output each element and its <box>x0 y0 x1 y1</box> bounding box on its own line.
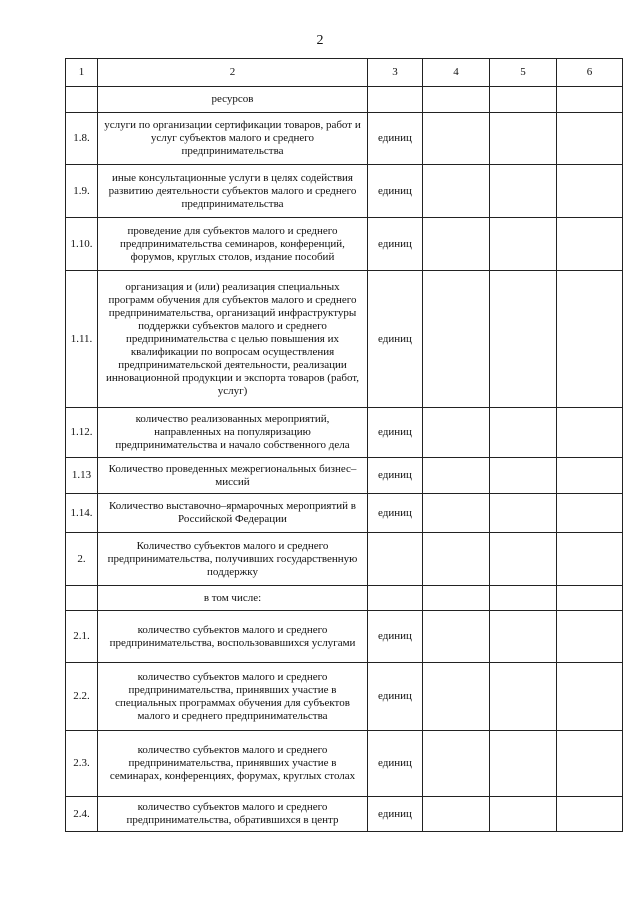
value-cell <box>423 586 490 611</box>
row-description: Количество выставочно–ярмарочных мероприятий в Российской Федерации <box>98 494 368 533</box>
value-cell <box>423 533 490 586</box>
header-cell: 2 <box>98 59 368 87</box>
row-description: в том числе: <box>98 586 368 611</box>
header-cell: 4 <box>423 59 490 87</box>
row-number <box>66 87 98 113</box>
row-unit: единиц <box>368 494 423 533</box>
row-number: 2.1. <box>66 611 98 663</box>
row-description: проведение для субъектов малого и среднего предпринимательства семинаров, конференций, форумов, круглых столов, издание пособий <box>98 218 368 271</box>
row-number: 1.9. <box>66 165 98 218</box>
row-number: 2.3. <box>66 731 98 797</box>
row-unit: единиц <box>368 797 423 832</box>
row-unit: единиц <box>368 271 423 408</box>
header-cell: 6 <box>557 59 623 87</box>
row-number: 1.14. <box>66 494 98 533</box>
value-cell <box>490 87 557 113</box>
table-row <box>66 408 623 458</box>
table-row <box>66 165 623 218</box>
value-cell <box>557 271 623 408</box>
value-cell <box>490 165 557 218</box>
value-cell <box>557 113 623 165</box>
value-cell <box>557 408 623 458</box>
row-number: 2. <box>66 533 98 586</box>
table-row <box>66 586 623 611</box>
row-unit <box>368 586 423 611</box>
value-cell <box>490 494 557 533</box>
row-number: 2.4. <box>66 797 98 832</box>
table-row <box>66 271 623 408</box>
table-row <box>66 113 623 165</box>
value-cell <box>557 458 623 494</box>
header-row <box>66 59 623 87</box>
value-cell <box>557 533 623 586</box>
row-unit: единиц <box>368 458 423 494</box>
row-description: количество субъектов малого и среднего предпринимательства, принявших участие в семинарах, конференциях, форумах, круглых столах <box>98 731 368 797</box>
value-cell <box>490 218 557 271</box>
value-cell <box>557 586 623 611</box>
value-cell <box>490 663 557 731</box>
value-cell <box>557 218 623 271</box>
value-cell <box>423 797 490 832</box>
row-description: ресурсов <box>98 87 368 113</box>
value-cell <box>490 533 557 586</box>
table-row <box>66 533 623 586</box>
table-row <box>66 731 623 797</box>
value-cell <box>490 113 557 165</box>
table-row <box>66 611 623 663</box>
table-row <box>66 797 623 832</box>
row-description: иные консультационные услуги в целях содействия развитию деятельности субъектов малого и среднего предпринимательства <box>98 165 368 218</box>
header-cell: 3 <box>368 59 423 87</box>
row-number: 1.13 <box>66 458 98 494</box>
value-cell <box>557 611 623 663</box>
row-description: Количество субъектов малого и среднего предпринимательства, получивших государственную поддержку <box>98 533 368 586</box>
value-cell <box>490 586 557 611</box>
value-cell <box>490 458 557 494</box>
value-cell <box>423 494 490 533</box>
row-description: количество субъектов малого и среднего предпринимательства, воспользовавшихся услугами <box>98 611 368 663</box>
row-unit <box>368 87 423 113</box>
value-cell <box>423 663 490 731</box>
value-cell <box>423 408 490 458</box>
value-cell <box>557 797 623 832</box>
value-cell <box>557 165 623 218</box>
value-cell <box>557 663 623 731</box>
row-number: 1.10. <box>66 218 98 271</box>
table-row <box>66 458 623 494</box>
value-cell <box>557 87 623 113</box>
row-unit: единиц <box>368 408 423 458</box>
header-cell: 1 <box>66 59 98 87</box>
value-cell <box>490 271 557 408</box>
table-row <box>66 494 623 533</box>
value-cell <box>557 731 623 797</box>
value-cell <box>490 797 557 832</box>
row-unit <box>368 533 423 586</box>
value-cell <box>490 731 557 797</box>
row-description: количество реализованных мероприятий, направленных на популяризацию предпринимательства и начало собственного дела <box>98 408 368 458</box>
row-unit: единиц <box>368 165 423 218</box>
row-unit: единиц <box>368 611 423 663</box>
page-number: 2 <box>316 33 324 48</box>
row-number: 2.2. <box>66 663 98 731</box>
indicators-table <box>65 58 623 832</box>
table-row <box>66 218 623 271</box>
value-cell <box>423 218 490 271</box>
header-cell: 5 <box>490 59 557 87</box>
row-number: 1.11. <box>66 271 98 408</box>
value-cell <box>490 408 557 458</box>
value-cell <box>423 611 490 663</box>
row-description: услуги по организации сертификации товаров, работ и услуг субъектов малого и среднего предпринимательства <box>98 113 368 165</box>
row-unit: единиц <box>368 113 423 165</box>
table-row <box>66 663 623 731</box>
value-cell <box>423 271 490 408</box>
row-unit: единиц <box>368 663 423 731</box>
row-description: организация и (или) реализация специальных программ обучения для субъектов малого и среднего предпринимательства, организаций инфраструктуры поддержки субъектов малого и среднего предпринимательства с целью повышения их квалификации по вопросам осуществления предпринимательской деятельности, реализации инновационной продукции и экспорта товаров (работ, услуг) <box>98 271 368 408</box>
value-cell <box>557 494 623 533</box>
value-cell <box>490 611 557 663</box>
value-cell <box>423 458 490 494</box>
value-cell <box>423 113 490 165</box>
row-number: 1.8. <box>66 113 98 165</box>
table-row <box>66 87 623 113</box>
row-unit: единиц <box>368 731 423 797</box>
row-unit: единиц <box>368 218 423 271</box>
row-description: количество субъектов малого и среднего предпринимательства, принявших участие в специальных программах обучения для субъектов малого и среднего предпринимательства <box>98 663 368 731</box>
value-cell <box>423 731 490 797</box>
row-number <box>66 586 98 611</box>
value-cell <box>423 165 490 218</box>
row-description: количество субъектов малого и среднего предпринимательства, обратившихся в центр <box>98 797 368 832</box>
row-description: Количество проведенных межрегиональных бизнес–миссий <box>98 458 368 494</box>
row-number: 1.12. <box>66 408 98 458</box>
value-cell <box>423 87 490 113</box>
